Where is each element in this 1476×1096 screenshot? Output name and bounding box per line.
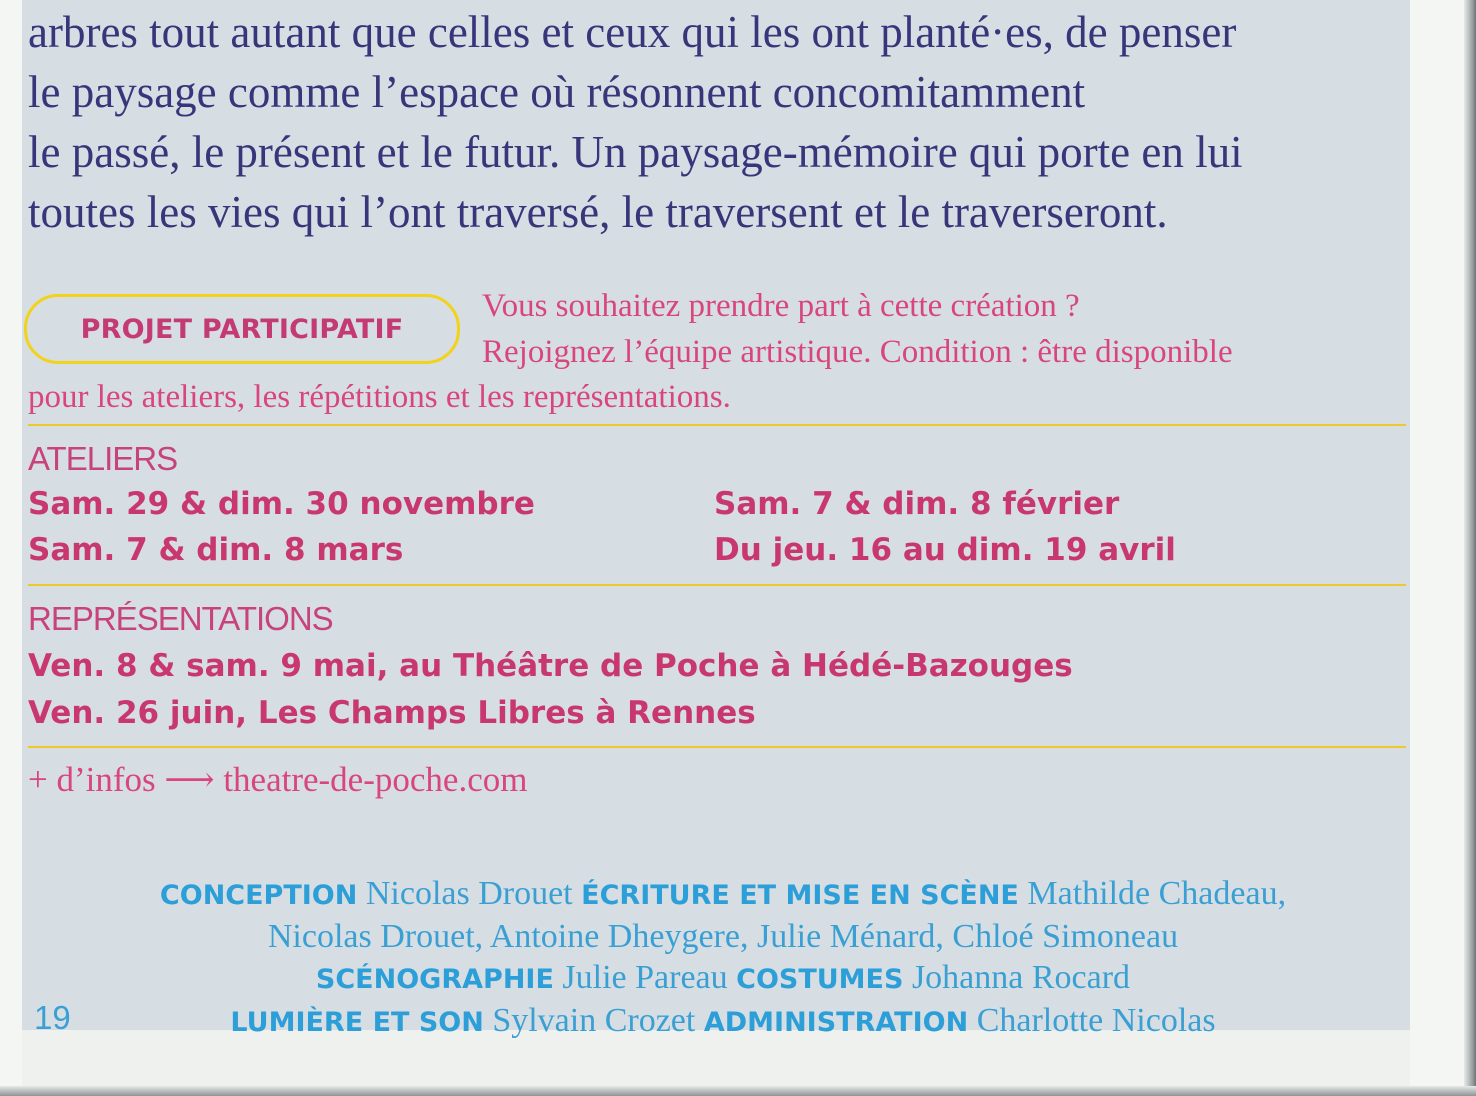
credits-block <box>40 873 1406 1043</box>
page-number: 19 <box>34 999 71 1036</box>
intro-paragraph <box>28 2 1428 242</box>
participatory-text: pour les ateliers, les répétitions et les représentations. <box>28 379 731 415</box>
credit-name: Johanna Rocard <box>911 959 1131 996</box>
credit-line <box>40 1000 1406 1043</box>
credit-role: LUMIÈRE ET SON <box>230 1007 484 1038</box>
atelier-date: Sam. 7 & dim. 8 mars <box>28 532 404 568</box>
participatory-badge: PROJET PARTICIPATIF <box>24 294 460 364</box>
intro-line: le passé, le présent et le futur. Un paysage-mémoire qui porte en lui <box>28 127 1243 177</box>
credit-role: ADMINISTRATION <box>703 1007 969 1038</box>
ateliers-heading: ATELIERS <box>28 440 178 477</box>
credit-name: Mathilde Chadeau, <box>1027 875 1287 912</box>
credit-name: Nicolas Drouet <box>365 875 573 912</box>
credit-name: Nicolas Drouet, Antoine Dheygere, Julie Ménard, Chloé Simoneau <box>267 918 1179 955</box>
divider <box>28 424 1406 426</box>
representation-date: Ven. 8 & sam. 9 mai, au Théâtre de Poche à Hédé-Bazouges <box>28 648 1073 684</box>
credit-line <box>40 957 1406 1000</box>
representation-date: Ven. 26 juin, Les Champs Libres à Rennes <box>28 695 756 731</box>
participatory-text: Rejoignez l’équipe artistique. Condition : être disponible <box>482 334 1233 370</box>
page-edge <box>1464 0 1476 1096</box>
intro-line: toutes les vies qui l’ont traversé, le traversent et le traverseront. <box>28 187 1168 237</box>
page-edge-bottom <box>0 1086 1476 1096</box>
intro-line: le paysage comme l’espace où résonnent concomitamment <box>28 67 1086 117</box>
atelier-date: Sam. 29 & dim. 30 novembre <box>28 486 535 522</box>
divider <box>28 584 1406 586</box>
participatory-text: Vous souhaitez prendre part à cette création ? <box>482 288 1080 324</box>
atelier-date: Sam. 7 & dim. 8 février <box>714 486 1120 522</box>
credit-name: Charlotte Nicolas <box>976 1002 1216 1039</box>
credit-name: Sylvain Crozet <box>492 1002 696 1039</box>
more-info-link[interactable]: + d’infos ⟶ theatre-de-poche.com <box>28 760 528 799</box>
credit-name: Julie Pareau <box>562 959 728 996</box>
representations-heading: REPRÉSENTATIONS <box>28 600 333 637</box>
credit-role: COSTUMES <box>736 964 904 995</box>
credit-line <box>40 916 1406 957</box>
intro-line: arbres tout autant que celles et ceux qui les ont planté·es, de penser <box>28 7 1237 57</box>
atelier-date: Du jeu. 16 au dim. 19 avril <box>714 532 1176 568</box>
divider <box>28 746 1406 748</box>
credit-role: CONCEPTION <box>159 880 358 911</box>
credit-line <box>40 873 1406 916</box>
credit-role: SCÉNOGRAPHIE <box>315 964 554 995</box>
credit-role: ÉCRITURE ET MISE EN SCÈNE <box>581 880 1019 911</box>
